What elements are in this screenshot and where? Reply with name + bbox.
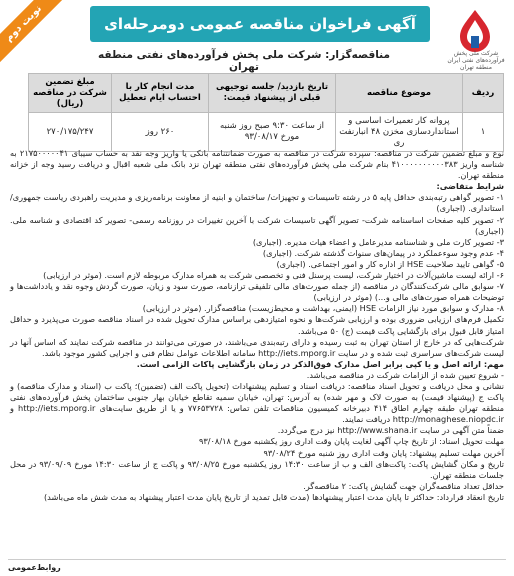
opening-date: تاریخ و مکان گشایش پاکت: پاکت‌های الف و ب از ساعت ۱۴:۳۰ روز یکشنبه مورخ ۹۳/۰۸/۲۵ و پاکت ج از ساعت ۱۴:۳۰ مورخ ۹۳/۰۹/۰۹ در محل جلسات منطقه تهران. [10,458,504,480]
minimum-bidders: حداقل تعداد مناقصه‌گران جهت گشایش پاکت: ۲ مناقصه‌گر. [303,480,504,491]
requirement-note: - شروع تعیین شده از الزامات شرکت در مناقصه می‌باشد. [306,369,504,380]
cell-row-number: ۱ [463,113,504,152]
public-relations-signature: روابط‌عمومی [8,563,61,572]
guarantee-paragraph: نوع و مبلغ تضمین شرکت در مناقصه: سپرده شرکت در مناقصه به صورت ضمانتنامه بانکی یا واریز وجه نقد به حساب سیبای ۲۱۷۵۰۰۰۰۰۴۱ به شناسه واریز ۴۱۰۰۰۰۰۰۰۰۰۰۳۸۳ بنام شرکت ملی پخش فرآورده‌های نفتی منطقه تهران نزد بانک ملی شعبه اقبال و دریافت رسید وجه از خزانه منطقه تهران. [10,148,504,181]
document-deadline: مهلت تحویل اسناد: از تاریخ چاپ آگهی لغایت پایان وقت اداری روز یکشنبه مورخ ۹۳/۰۸/۱۸ [198,436,504,447]
notice-body [10,148,504,503]
ribbon-corner [0,0,70,70]
cell-guarantee: ۲۷۰/۱۷۵/۲۴۷ [29,113,112,152]
condition-item: ۱- تصویر گواهی رتبه‌بندی حداقل پایه ۵ در رشته تاسیسات و تجهیزات/ ساختمان و ابنیه از معاونت برنامه‌ریزی و مدیریت راهبردی ریاست جمهوری/ استانداری. (اجباری) [10,192,504,214]
submission-deadline: آخرین مهلت تسلیم پیشنهاد: پایان وقت اداری روز شنبه مورخ ۹۳/۰۸/۲۴ [263,447,504,458]
cell-subject: پروانه کار تعمیرات اساسی و استانداردسازی مخزن ۴۸ انبارنفت ری [336,113,463,152]
important-note: مهم: ارائه اصل و یا کپی برابر اصل مدارک فوق‌الذکر در زمان بازگشایی پاکات الزامی است. [136,358,504,369]
evaluation-paragraph: تکمیل فرم‌های ارزیابی ضروری بوده و ارزیابی شرکت‌ها و نحوه امتیازدهی براساس مدارک تحویل شده در اسناد مناقصه صورت می‌پذیرد و حداقل امتیاز قابل قبول برای بازگشایی پاکت قیمت (ج) ۵۰ می‌باشد. [10,314,504,336]
notice-title: آگهی فراخوان مناقصه عمومی دومرحله‌ای [90,6,430,42]
tender-table [28,73,504,152]
cell-visit-date: از ساعت ۹:۳۰ صبح روز شنبه مورخ ۹۳/۰۸/۱۷ [209,113,336,152]
header-subject: موضوع مناقصه [336,74,463,113]
condition-item: ۶- ارائه لیست ماشین‌آلات در اختیار شرکت، لیست پرسنل فنی و تخصصی شرکت به همراه مدارک مربوطه لازم است. (موثر در ارزیابی) [43,270,504,281]
contract-date: تاریخ انعقاد قرارداد: حداکثر تا پایان مدت اعتبار پیشنهادها (مدت قابل تمدید از تاریخ پایان مدت اعتبار پیشنهاد به مدت شش ماه می‌باشد) [43,491,504,502]
cell-duration: ۲۶۰ روز [112,113,209,152]
second-round-ribbon: نوبت دوم [0,0,64,64]
condition-item: ۵- گواهی تایید صلاحیت HSE از اداره کار و امور اجتماعی. (اجباری) [276,258,504,269]
condition-item: ۲- تصویر کلیه صفحات اساسنامه شرکت- تصویر آگهی تاسیسات شرکت با آخرین تغییرات در روزنامه رسمی- تصویر کد اقتصادی و شناسه ملی. (اجباری) [10,214,504,236]
logo-caption: شرکت ملی پخش فرآورده‌های نفتی ایران منطقه تهران [447,50,505,71]
header-row-number: ردیف [463,74,504,113]
out-of-province-paragraph: شرکت‌هایی که در خارج از استان تهران به ثبت رسیده و دارای رتبه‌بندی می‌باشند، در صورتی می‌توانند در مناقصه شرکت نمایند که اساس آنها در لیست شرکت‌های سراسری ثبت شده و در سایت http://iets.mporg.ir سامانه اطلاعات عوامل نظام فنی و اجرایی کشور موجود باشد. [10,336,504,358]
header-guarantee: مبلغ تضمین شرکت در مناقصه (ریال) [29,74,112,113]
website-note: ضمناً متن آگهی در سایت http://www.shana.ir نیز درج می‌گردد. [277,425,504,436]
address-paragraph: نشانی و محل دریافت و تحویل اسناد مناقصه: دریافت اسناد و تسلیم پیشنهادات (تحویل پاکت الف (تضمین)؛ پاکت ب (اسناد و مدارک مناقصه) و پاکت ج (پیشنهاد قیمت) به صورت لاک و مهر شده) به آدرس: تهران، خیابان سمیه تقاطع خیابان بهار جنوبی ساختمان پخش فرآورده‌های نفتی منطقه تهران طبقه چهارم اطاق ۴۱۴ دبیرخانه کمیسیون مناقصات تلفن تماس: ۷۷۶۵۳۷۲۸ و یا از طریق سایت‌های http://iets.mporg.ir و http://monaghese.niopdc.ir دریافت نمایند. [10,380,505,425]
divider [8,559,506,560]
condition-item: ۴- عدم وجود سوءعملکرد در پیمان‌های سنوات گذشته شرکت. (اجباری) [262,247,504,258]
condition-item: ۳- تصویر کارت ملی و شناسنامه مدیرعامل و اعضاء هیات مدیره. (اجباری) [252,236,504,247]
header-duration: مدت انجام کار با احتساب ایام تعطیل [112,74,209,113]
header-visit-date: تاریخ بازدید/ جلسه توجیهی قبلی از پیشنهاد قیمت: [209,74,336,113]
condition-item: ۸- مدارک و سوابق مورد نیاز الزامات HSE (ایمنی، بهداشت و محیط‌زیست) مناقصه‌گزار. (موثر در ارزیابی) [142,303,504,314]
table-header-row [29,74,504,113]
tender-organizer: مناقصه‌گزار: شرکت ملی پخش فرآورده‌های نفتی منطقه تهران [98,49,390,73]
condition-item: ۷- سوابق مالی شرکت‌کنندگان در مناقصه (از جمله صورت‌های مالی تلفیقی ترازنامه، صورت سود و زیان، صورت گردش وجوه نقد و یادداشت‌ها و توضیحات همراه صورت‌های مالی و...) (موثر در ارزیابی) [10,281,504,303]
table-row [29,113,504,152]
conditions-heading: شرایط متقاضی: [436,181,504,192]
